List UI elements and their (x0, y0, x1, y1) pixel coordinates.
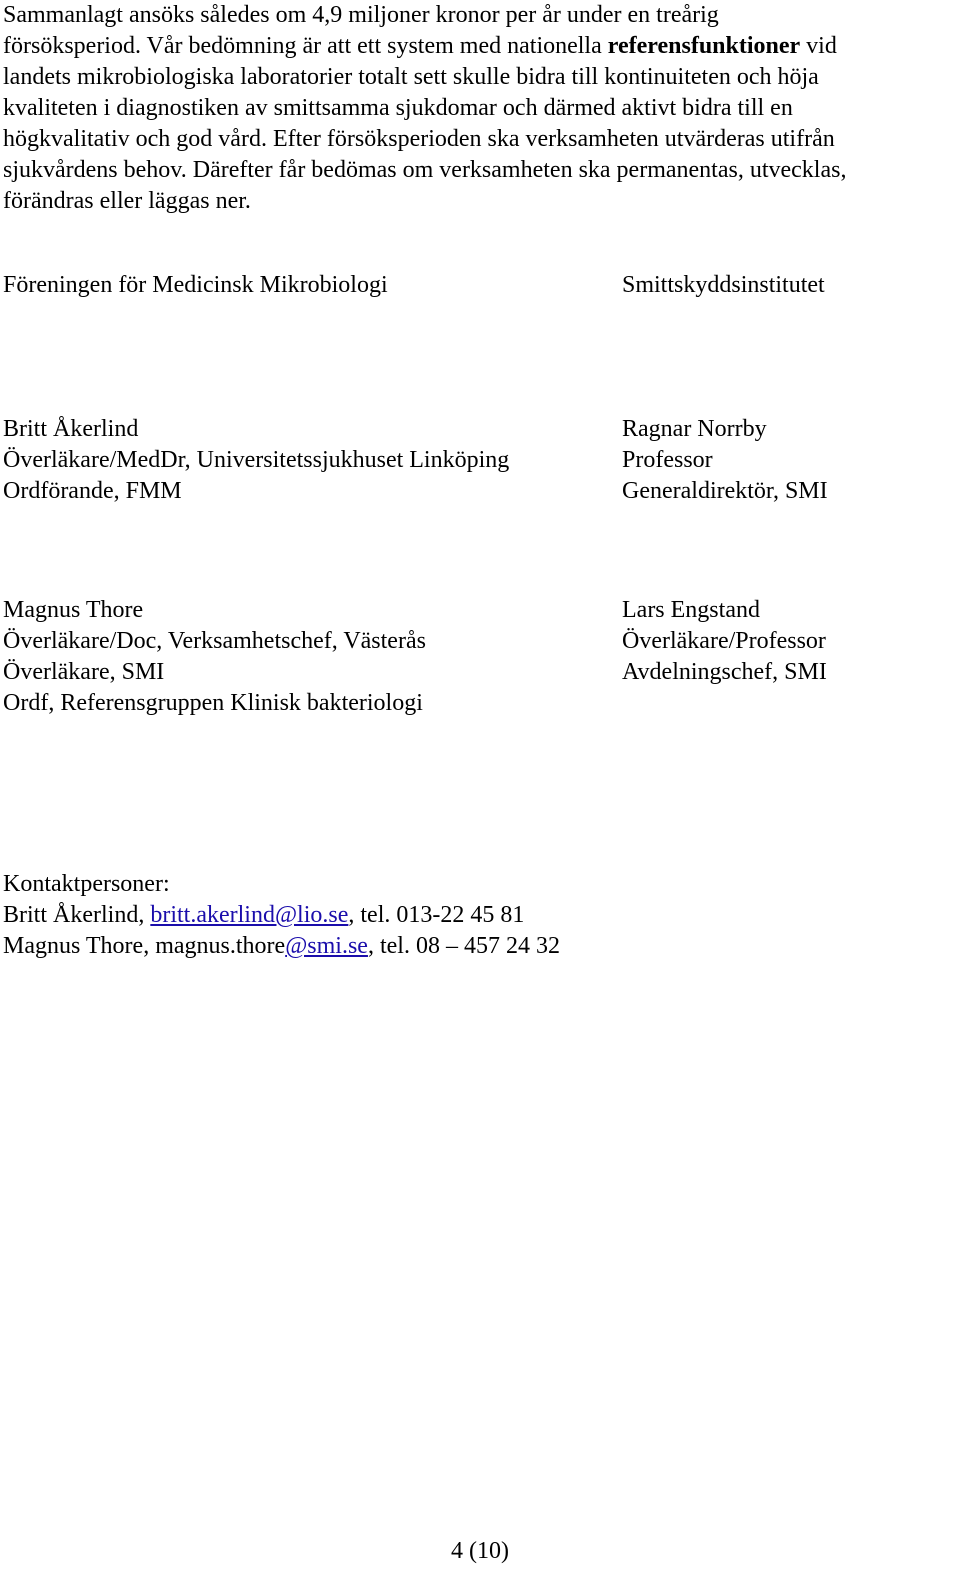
signatory-title: Professor (622, 447, 713, 473)
signatory-role: Generaldirektör, SMI (622, 478, 828, 504)
contact-phone: , tel. 013-22 45 81 (348, 902, 525, 928)
intro-line-7: förändras eller läggas ner. (3, 188, 251, 214)
intro-line-4: kvaliteten i diagnostiken av smittsamma sjukdomar och därmed aktivt bidra till en (3, 95, 793, 121)
signatory-role: Överläkare, SMI (3, 659, 165, 685)
signatory-role: Avdelningschef, SMI (622, 659, 827, 685)
intro-line-6: sjukvårdens behov. Därefter får bedömas om verksamheten ska permanentas, utvecklas, (3, 157, 847, 183)
contacts-section (3, 869, 560, 962)
signatory-name: Magnus Thore (3, 597, 144, 623)
email-link-magnus-thore[interactable]: @smi.se (285, 933, 368, 959)
contact-phone: , tel. 08 – 457 24 32 (367, 933, 560, 959)
organization-right (622, 270, 825, 301)
organization-fmm: Föreningen för Medicinsk Mikrobiologi (3, 272, 388, 298)
contacts-heading: Kontaktpersoner: (3, 871, 170, 897)
intro-paragraph (3, 0, 953, 217)
email-link-britt-akerlind[interactable]: britt.akerlind@lio.se (150, 902, 349, 928)
intro-line-2 (3, 31, 953, 62)
signatory-title: Överläkare/MedDr, Universitetssjukhuset Linköping (3, 447, 510, 473)
organization-left (3, 270, 388, 301)
organization-smi: Smittskyddsinstitutet (622, 272, 825, 298)
signatory-title: Överläkare/Professor (622, 628, 826, 654)
signatory-britt-akerlind (3, 414, 509, 507)
contact-magnus-thore (3, 931, 560, 962)
intro-line-1: Sammanlagt ansöks således om 4,9 miljoner kronor per år under en treårig (3, 2, 719, 28)
page-number: 4 (10) (451, 1538, 509, 1564)
signatory-name: Britt Åkerlind (3, 416, 139, 442)
signatory-name: Ragnar Norrby (622, 416, 767, 442)
signatory-title: Överläkare/Doc, Verksamhetschef, Västerås (3, 628, 426, 654)
contact-name: Magnus Thore, magnus.thore (3, 933, 286, 959)
intro-line-2-start: försöksperiod. Vår bedömning är att ett system med nationella (3, 33, 608, 59)
signatory-role: Ordförande, FMM (3, 478, 182, 504)
intro-line-5: högkvalitativ och god vård. Efter försöksperioden ska verksamheten utvärderas utifrån (3, 126, 835, 152)
intro-line-2-end: vid (800, 33, 837, 59)
signatory-name: Lars Engstand (622, 597, 760, 623)
signatory-lars-engstand (622, 595, 827, 688)
referensfunktioner-term: referensfunktioner (607, 33, 801, 59)
signatory-magnus-thore (3, 595, 426, 719)
signatory-ragnar-norrby (622, 414, 828, 507)
intro-line-3: landets mikrobiologiska laboratorier totalt sett skulle bidra till kontinuiteten och höja (3, 64, 819, 90)
signatory-extra-role: Ordf, Referensgruppen Klinisk bakteriologi (3, 690, 423, 716)
contact-britt-akerlind (3, 900, 560, 931)
contact-name: Britt Åkerlind, (3, 902, 151, 928)
